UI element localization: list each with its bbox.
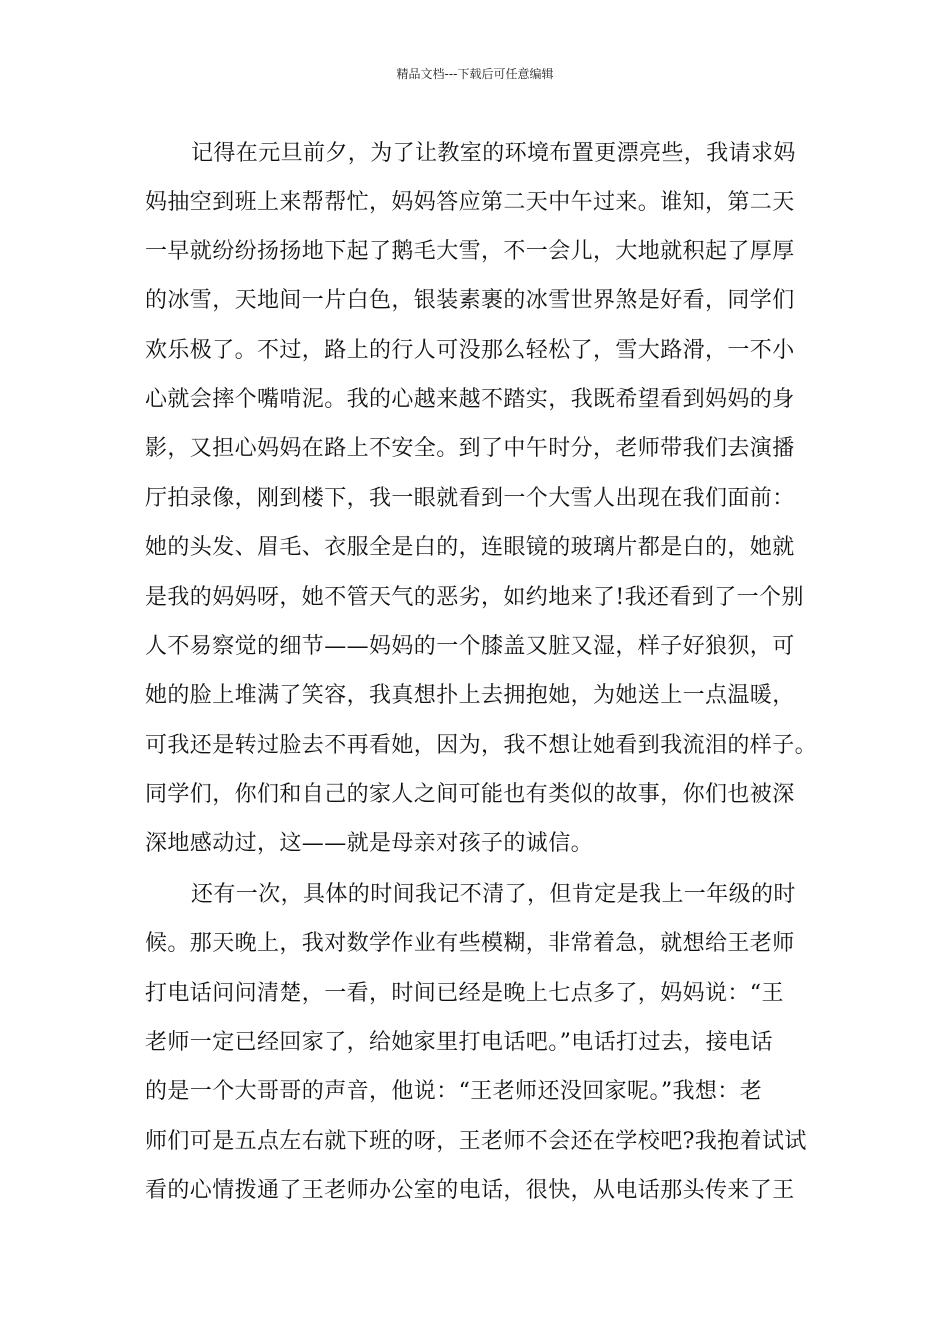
paragraph-2-line-5: 的是一个大哥哥的声音，他说：“王老师还没回家呢。”我想：老 <box>145 1079 763 1104</box>
paragraph-2-line-1: 还有一次，具体的时间我记不清了，但肯定是我上一年级的时 <box>191 882 796 907</box>
paragraph-1-line-11: 人不易察觉的细节——妈妈的一个膝盖又脏又湿，样子好狼狈，可 <box>145 634 795 659</box>
paragraph-1-line-8: 厅拍录像，刚到楼下，我一眼就看到一个大雪人出现在我们面前： <box>145 486 795 511</box>
paragraph-2-line-2: 候。那天晚上，我对数学作业有些模糊，非常着急，就想给王老师 <box>145 931 795 956</box>
paragraph-1-line-7: 影，又担心妈妈在路上不安全。到了中午时分，老师带我们去演播 <box>145 436 795 461</box>
page-header: 精品文档---下载后可任意编辑 <box>396 67 554 81</box>
paragraph-1-line-2: 妈抽空到班上来帮帮忙，妈妈答应第二天中午过来。谁知，第二天 <box>145 190 795 215</box>
paragraph-2-line-4: 老师一定已经回家了，给她家里打电话吧。”电话打过去，接电话 <box>145 1030 773 1055</box>
paragraph-1-line-15: 深地感动过，这——就是母亲对孩子的诚信。 <box>145 831 594 856</box>
paragraph-1-line-14: 同学们，你们和自己的家人之间可能也有类似的故事，你们也被深 <box>145 782 795 807</box>
paragraph-2-line-3: 打电话问问清楚，一看，时间已经是晚上七点多了，妈妈说：“王 <box>145 981 784 1006</box>
paragraph-1-line-5: 欢乐极了。不过，路上的行人可没那么轻松了，雪大路滑，一不小 <box>145 338 795 363</box>
paragraph-1-line-6: 心就会摔个嘴啃泥。我的心越来越不踏实，我既希望看到妈妈的身 <box>145 387 795 412</box>
paragraph-1-line-4: 的冰雪，天地间一片白色，银装素裹的冰雪世界煞是好看，同学们 <box>145 288 795 313</box>
paragraph-1-line-12: 她的脸上堆满了笑容，我真想扑上去拥抱她，为她送上一点温暖， <box>145 683 795 708</box>
paragraph-1-line-9: 她的头发、眉毛、衣服全是白的，连眼镜的玻璃片都是白的，她就 <box>145 535 795 560</box>
paragraph-2-line-6: 师们可是五点左右就下班的呀，王老师不会还在学校吧?我抱着试试 <box>145 1129 807 1154</box>
paragraph-2-line-7: 看的心情拨通了王老师办公室的电话，很快，从电话那头传来了王 <box>145 1178 795 1203</box>
paragraph-1-line-10: 是我的妈妈呀，她不管天气的恶劣，如约地来了!我还看到了一个别 <box>145 585 804 610</box>
paragraph-1-line-13: 可我还是转过脸去不再看她，因为，我不想让她看到我流泪的样子。 <box>145 733 818 758</box>
paragraph-1-line-1: 记得在元旦前夕，为了让教室的环境布置更漂亮些，我请求妈 <box>191 141 796 166</box>
paragraph-1-line-3: 一早就纷纷扬扬地下起了鹅毛大雪，不一会儿，大地就积起了厚厚 <box>145 239 795 264</box>
